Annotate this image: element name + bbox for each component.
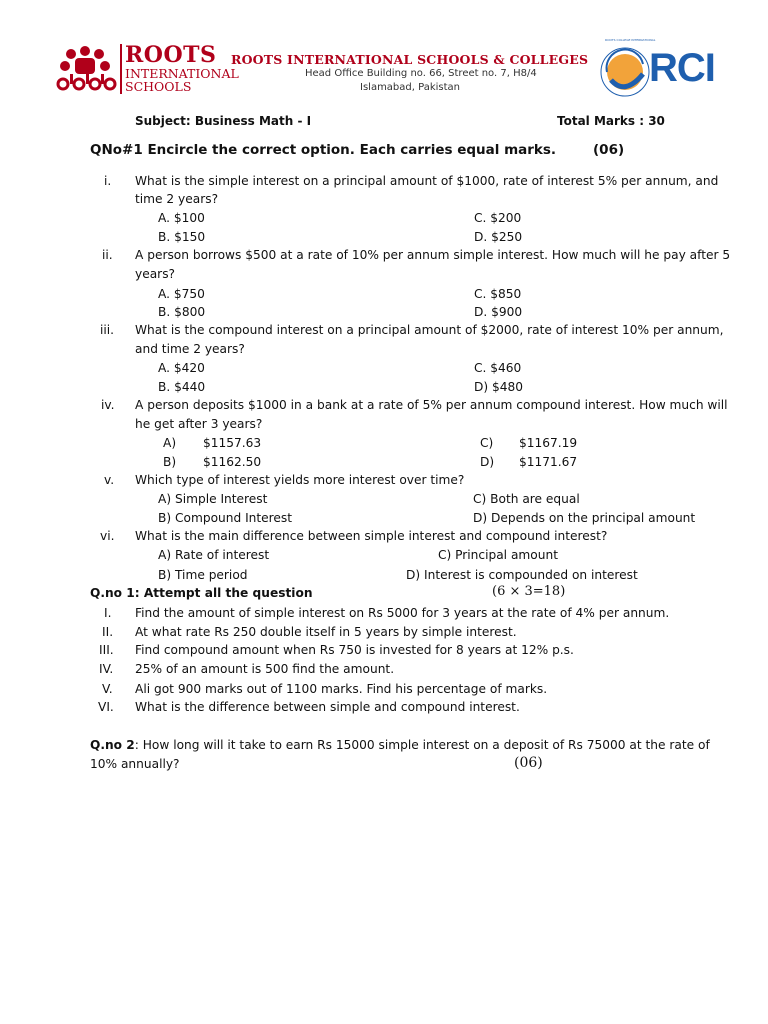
mcq-question: What is the compound interest on a principal amount of $2000, rate of interest 10% per annum,	[135, 323, 724, 337]
mcq-question-cont: years?	[135, 267, 176, 281]
question-number: VI.	[98, 700, 114, 714]
mcq-option-d[interactable]: D) Interest is compounded on interest	[406, 568, 638, 582]
mcq-question-cont: time 2 years?	[135, 192, 219, 206]
q1-title: QNo#1 Encircle the correct option. Each carries equal marks.	[90, 142, 557, 158]
question-text: 25% of an amount is 500 find the amount.	[135, 662, 395, 676]
mcq-number: vi.	[100, 529, 115, 543]
mcq-option-b[interactable]: B. $150	[158, 230, 206, 244]
mcq-number: iv.	[101, 398, 115, 412]
question-text: Find the amount of simple interest on Rs 5000 for 3 years at the rate of 4% per annum.	[135, 606, 670, 620]
question-text: Find compound amount when Rs 750 is invested for 8 years at 12% p.s.	[135, 643, 574, 657]
question-text: Ali got 900 marks out of 1100 marks. Find his percentage of marks.	[135, 682, 548, 696]
mcq-question: A person deposits $1000 in a bank at a rate of 5% per annum compound interest. How much will	[135, 398, 728, 412]
mcq-option-a[interactable]: A. $750	[158, 287, 205, 301]
mcq-option-d-label[interactable]: D)	[480, 455, 495, 469]
rci-emblem-icon	[597, 44, 653, 100]
question-number: III.	[99, 643, 114, 657]
mcq-number: iii.	[100, 323, 115, 337]
mcq-number: v.	[104, 473, 115, 487]
mcq-option-c[interactable]: C) Principal amount	[438, 548, 558, 562]
rci-logo	[597, 38, 717, 104]
rci-logo-text: RCI	[649, 46, 715, 90]
mcq-question-cont: and time 2 years?	[135, 342, 245, 356]
mcq-option-c[interactable]: C. $460	[474, 361, 522, 375]
mcq-option-d-value[interactable]: $1171.67	[519, 455, 578, 469]
mcq-option-d[interactable]: D) Depends on the principal amount	[473, 511, 696, 525]
mcq-option-b-label[interactable]: B)	[163, 455, 177, 469]
mcq-number: i.	[104, 174, 112, 188]
mcq-option-b[interactable]: B. $440	[158, 380, 206, 394]
mcq-option-d[interactable]: D. $900	[474, 305, 523, 319]
rci-ring-text: ROOTS COLLEGE INTERNATIONAL	[605, 38, 656, 42]
q2-line-1	[90, 738, 710, 752]
mcq-option-a-value[interactable]: $1157.63	[203, 436, 262, 450]
roots-logo	[55, 42, 239, 96]
logo-text-schools: SCHOOLS	[125, 79, 192, 94]
mcq-question: Which type of interest yields more interest over time?	[135, 473, 465, 487]
mcq-option-b[interactable]: B) Compound Interest	[158, 511, 293, 525]
mcq-option-b-value[interactable]: $1162.50	[203, 455, 262, 469]
mcq-question: A person borrows $500 at a rate of 10% per annum simple interest. How much will he pay after 5	[135, 248, 731, 262]
q2-marks: (06)	[514, 755, 543, 771]
q2-label: Q.no 2	[90, 738, 135, 752]
total-marks: Total Marks : 30	[557, 114, 665, 128]
section-marks: (6 × 3=18)	[492, 584, 566, 599]
mcq-question: What is the main difference between simple interest and compound interest?	[135, 529, 608, 543]
school-title: ROOTS INTERNATIONAL SCHOOLS & COLLEGES	[231, 52, 589, 67]
logo-text-roots: ROOTS	[125, 42, 217, 68]
mcq-option-b[interactable]: B) Time period	[158, 568, 248, 582]
question-number: IV.	[99, 662, 114, 676]
roots-emblem-icon	[55, 44, 117, 94]
question-text: What is the difference between simple and compound interest.	[135, 700, 520, 714]
section-title: Q.no 1: Attempt all the question	[90, 586, 313, 600]
mcq-option-a[interactable]: A. $420	[158, 361, 205, 375]
mcq-number: ii.	[102, 248, 113, 262]
subject-label: Subject: Business Math - I	[135, 114, 312, 128]
mcq-option-d[interactable]: D) $480	[474, 380, 524, 394]
mcq-option-b[interactable]: B. $800	[158, 305, 206, 319]
question-text: At what rate Rs 250 double itself in 5 years by simple interest.	[135, 625, 517, 639]
mcq-option-d[interactable]: D. $250	[474, 230, 523, 244]
mcq-option-a[interactable]: A. $100	[158, 211, 205, 225]
mcq-option-a[interactable]: A) Simple Interest	[158, 492, 268, 506]
q2-text: : How long will it take to earn Rs 15000 simple interest on a deposit of Rs 75000 at the rate of	[134, 738, 710, 752]
mcq-question-cont: he get after 3 years?	[135, 417, 263, 431]
address-line-2: Islamabad, Pakistan	[360, 82, 460, 93]
mcq-option-c[interactable]: C) Both are equal	[473, 492, 580, 506]
mcq-option-c-value[interactable]: $1167.19	[519, 436, 578, 450]
logo-text-international: INTERNATIONAL	[125, 66, 239, 81]
address-line-1: Head Office Building no. 66, Street no. 7, H8/4	[305, 68, 537, 79]
mcq-option-c[interactable]: C. $200	[474, 211, 522, 225]
mcq-question: What is the simple interest on a principal amount of $1000, rate of interest 5% per annum, and	[135, 174, 719, 188]
mcq-option-c[interactable]: C. $850	[474, 287, 522, 301]
mcq-option-c-label[interactable]: C)	[480, 436, 494, 450]
mcq-option-a-label[interactable]: A)	[163, 436, 177, 450]
question-number: V.	[102, 682, 113, 696]
question-number: II.	[102, 625, 114, 639]
mcq-option-a[interactable]: A) Rate of interest	[158, 548, 270, 562]
q1-marks: (06)	[593, 142, 625, 158]
question-number: I.	[104, 606, 112, 620]
q2-line-2: 10% annually?	[90, 757, 180, 771]
